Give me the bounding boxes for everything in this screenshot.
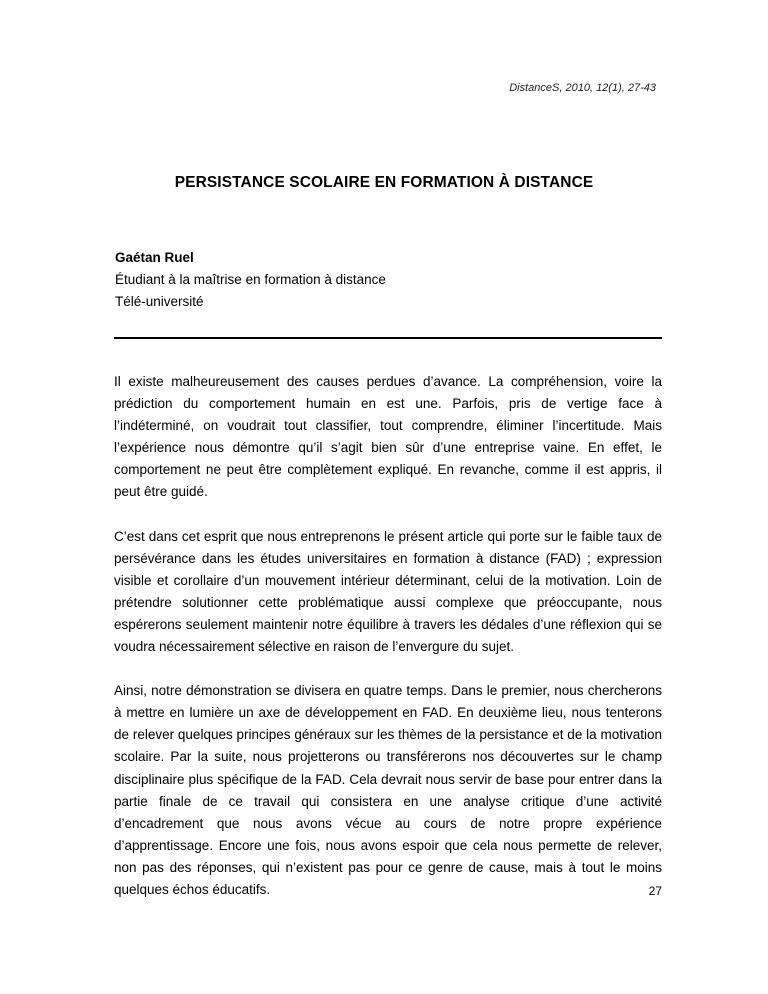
body-paragraph: Ainsi, notre démonstration se divisera en quatre temps. Dans le premier, nous chercherons à mettre en lumière un axe de développement en FAD. En deuxième lieu, nous tenterons de relever quelques principes généraux sur les thèmes de la persistance et de la motivation scolaire. Par la suite, nous projetterons ou transférerons nos découvertes sur le champ disciplinaire plus spécifique de la FAD. Cela devrait nous servir de base pour entrer dans la partie finale de ce travail qui consistera en une analyse critique d’une activité d’encadrement que nous avons vécue au cours de notre propre expérience d’apprentissage. Encore une fois, nous avons espoir que cela nous permette de relever, non pas des réponses, qui n’existent pas pour ce genre de cause, mais à tout le moins quelques échos éducatifs. — [114, 683, 662, 897]
author-affiliation-institution: Télé-université — [115, 294, 204, 309]
article-body — [114, 371, 662, 923]
section-divider — [114, 337, 662, 339]
body-paragraph: Il existe malheureusement des causes perdues d’avance. La compréhension, voire la prédiction du comportement humain en est une. Parfois, pris de vertige face à l’indéterminé, on voudrait tout classifier, tout comprendre, éliminer l’incertitude. Mais l’expérience nous démontre qu’il s’agit bien sûr d’une entreprise vaine. En effet, le comportement ne peut être complètement expliqué. En revanche, comme il est appris, il peut être guidé. — [114, 374, 662, 500]
article-title: PERSISTANCE SCOLAIRE EN FORMATION À DISTANCE — [174, 174, 594, 191]
journal-citation: DistanceS, 2010, 12(1), 27-43 — [509, 82, 656, 94]
page-number: 27 — [648, 884, 662, 898]
author-block — [115, 247, 386, 313]
author-name: Gaétan Ruel — [115, 250, 194, 265]
body-paragraph: C’est dans cet esprit que nous entreprenons le présent article qui porte sur le faible taux de persévérance dans les études universitaires en formation à distance (FAD) ; expression visible et corollaire d’un mouvement intérieur déterminant, celui de la motivation. Loin de prétendre solutionner cette problématique aussi complexe que préoccupante, nous espérerons seulement maintenir notre équilibre à travers les dédales d’une réflexion qui se voudra nécessairement sélective en raison de l’envergure du sujet. — [114, 528, 662, 655]
author-affiliation-program: Étudiant à la maîtrise en formation à distance — [115, 272, 386, 287]
